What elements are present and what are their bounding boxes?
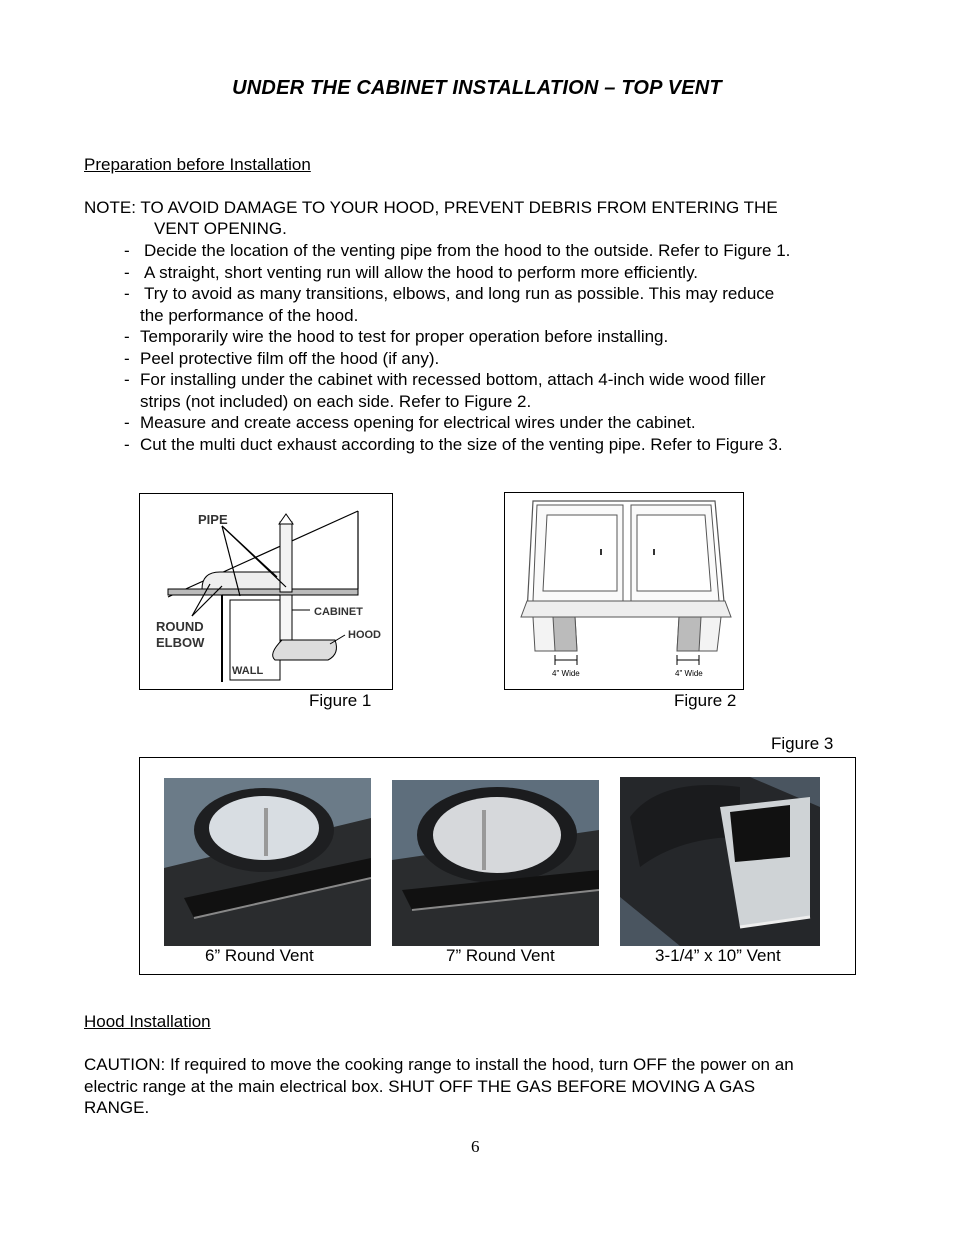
figure-3-vent-photos xyxy=(139,757,856,975)
cabinet-drawing xyxy=(505,493,743,689)
bullet-dash: - xyxy=(124,262,130,282)
label-pipe: PIPE xyxy=(198,512,228,527)
bullet-text: For installing under the cabinet with recessed bottom, attach 4-inch wide wood filler xyxy=(140,370,766,389)
venting-diagram-drawing xyxy=(140,494,392,689)
bullet-text: Peel protective film off the hood (if any). xyxy=(140,348,440,368)
preparation-bullet-list xyxy=(124,240,884,455)
photo-label-rectangular: 3-1/4” x 10” Vent xyxy=(655,946,781,965)
list-item xyxy=(124,283,884,326)
caution-line: CAUTION: If required to move the cooking range to install the hood, turn OFF the power on an xyxy=(84,1055,794,1074)
bullet-dash: - xyxy=(124,241,130,260)
section-heading-preparation: Preparation before Installation xyxy=(84,155,311,174)
section-heading-hood-installation: Hood Installation xyxy=(84,1012,211,1031)
bullet-text: Temporarily wire the hood to test for proper operation before installing. xyxy=(140,327,669,346)
bullet-dash: - xyxy=(124,284,130,303)
page-number: 6 xyxy=(471,1137,480,1156)
bullet-text-continued: strips (not included) on each side. Refer to Figure 2. xyxy=(140,391,532,411)
photo-6-inch-round-vent xyxy=(164,778,371,946)
bullet-text-continued: the performance of the hood. xyxy=(140,305,359,325)
bullet-dash: - xyxy=(124,370,130,389)
photo-label-7-inch: 7” Round Vent xyxy=(446,946,555,965)
label-cabinet: CABINET xyxy=(314,606,363,618)
photo-7-inch-round-vent xyxy=(392,780,599,946)
list-item xyxy=(124,262,884,284)
caution-line: electric range at the main electrical box. SHUT OFF THE GAS BEFORE MOVING A GAS xyxy=(84,1076,756,1096)
bullet-dash: - xyxy=(124,413,130,432)
list-item xyxy=(124,434,884,456)
bullet-text: Measure and create access opening for electrical wires under the cabinet. xyxy=(140,413,696,432)
bullet-text: A straight, short venting run will allow the hood to perform more efficiently. xyxy=(144,262,699,282)
bullet-text: Decide the location of the venting pipe from the hood to the outside. Refer to Figure 1. xyxy=(144,241,791,260)
caution-line: RANGE. xyxy=(84,1098,150,1117)
bullet-dash: - xyxy=(124,434,130,454)
photo-rectangular-vent xyxy=(620,777,820,946)
list-item xyxy=(124,240,884,262)
figure-1-caption: Figure 1 xyxy=(309,691,372,710)
list-item xyxy=(124,369,884,412)
list-item xyxy=(124,326,884,348)
note-line-1: NOTE: TO AVOID DAMAGE TO YOUR HOOD, PREVENT DEBRIS FROM ENTERING THE xyxy=(84,198,778,217)
figure-2-cabinet-diagram xyxy=(504,492,744,690)
label-hood: HOOD xyxy=(348,629,381,641)
figure-1-venting-diagram xyxy=(139,493,393,690)
label-wall: WALL xyxy=(232,665,264,677)
photo-label-6-inch: 6” Round Vent xyxy=(205,946,314,965)
bullet-text: Cut the multi duct exhaust according to the size of the venting pipe. Refer to Figure 3. xyxy=(140,434,783,454)
figure-2-caption: Figure 2 xyxy=(674,691,737,710)
label-elbow: ELBOW xyxy=(156,635,205,650)
bullet-text: Try to avoid as many transitions, elbows, and long run as possible. This may reduce xyxy=(144,284,775,303)
list-item xyxy=(124,348,884,370)
figure-3-caption: Figure 3 xyxy=(771,734,834,753)
label-round: ROUND xyxy=(156,619,204,634)
note-line-2: VENT OPENING. xyxy=(154,219,287,238)
caution-paragraph xyxy=(84,1054,794,1119)
bullet-dash: - xyxy=(124,327,130,346)
label-left-wide: 4" Wide xyxy=(552,669,580,678)
page-title: UNDER THE CABINET INSTALLATION – TOP VENT xyxy=(232,77,722,99)
bullet-dash: - xyxy=(124,348,130,368)
list-item xyxy=(124,412,884,434)
label-right-wide: 4" Wide xyxy=(675,669,703,678)
